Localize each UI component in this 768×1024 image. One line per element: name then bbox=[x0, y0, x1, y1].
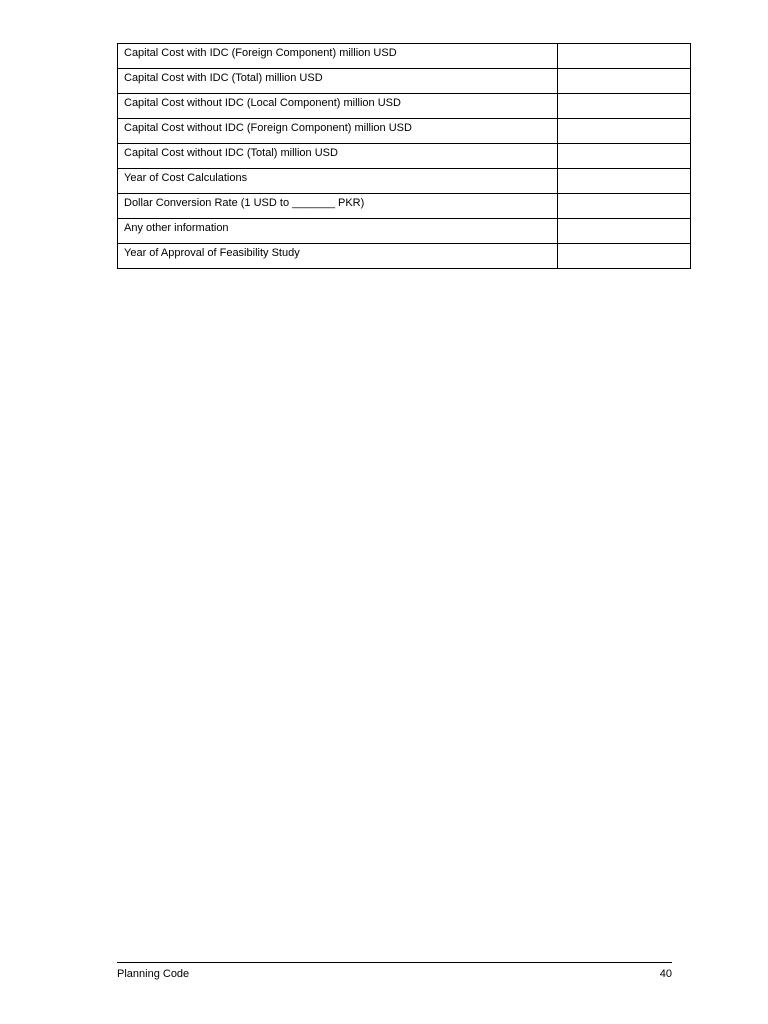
row-value-cell[interactable] bbox=[558, 219, 691, 244]
row-value-cell[interactable] bbox=[558, 44, 691, 69]
table-row bbox=[118, 169, 691, 194]
row-value-cell[interactable] bbox=[558, 194, 691, 219]
table-row bbox=[118, 144, 691, 169]
row-label: Capital Cost without IDC (Local Component) million USD bbox=[118, 94, 558, 119]
row-value-cell[interactable] bbox=[558, 119, 691, 144]
page-number: 40 bbox=[659, 968, 672, 980]
footer-title: Planning Code bbox=[117, 968, 190, 980]
row-value-cell[interactable] bbox=[558, 69, 691, 94]
table-row bbox=[118, 69, 691, 94]
page-footer bbox=[117, 962, 672, 981]
table-row bbox=[118, 219, 691, 244]
row-value-cell[interactable] bbox=[558, 144, 691, 169]
project-cost-table bbox=[117, 43, 691, 269]
row-label: Year of Cost Calculations bbox=[118, 169, 558, 194]
row-label: Capital Cost with IDC (Total) million USD bbox=[118, 69, 558, 94]
table-row bbox=[118, 194, 691, 219]
table-row bbox=[118, 119, 691, 144]
table-row bbox=[118, 94, 691, 119]
table-row bbox=[118, 44, 691, 69]
table-row bbox=[118, 244, 691, 269]
row-value-cell[interactable] bbox=[558, 94, 691, 119]
row-label: Year of Approval of Feasibility Study bbox=[118, 244, 558, 269]
row-label: Capital Cost without IDC (Total) million USD bbox=[118, 144, 558, 169]
row-value-cell[interactable] bbox=[558, 169, 691, 194]
row-label: Any other information bbox=[118, 219, 558, 244]
row-label: Capital Cost without IDC (Foreign Component) million USD bbox=[118, 119, 558, 144]
row-value-cell[interactable] bbox=[558, 244, 691, 269]
row-label: Capital Cost with IDC (Foreign Component) million USD bbox=[118, 44, 558, 69]
row-label: Dollar Conversion Rate (1 USD to _______ PKR) bbox=[118, 194, 558, 219]
